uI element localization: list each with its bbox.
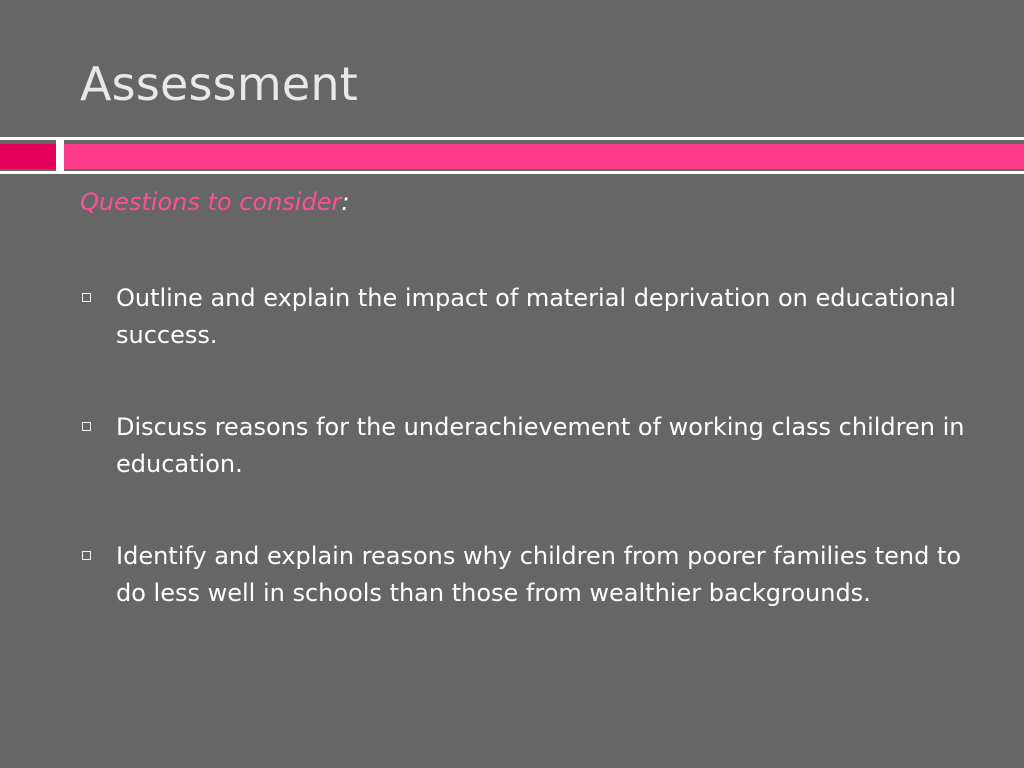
accent-bar-left [0, 144, 56, 169]
subtitle-text: Questions to consider [80, 188, 342, 216]
square-bullet-icon [82, 422, 91, 431]
bullet-text: Identify and explain reasons why children from poorer families tend to do less well in schools than those from wealthier backgrounds. [116, 542, 962, 607]
bullet-list [80, 280, 980, 667]
bullet-text: Outline and explain the impact of material deprivation on educational success. [116, 284, 956, 349]
accent-separator [56, 140, 64, 171]
square-bullet-icon [82, 293, 91, 302]
bullet-item [80, 538, 980, 612]
slide-title: Assessment [80, 57, 358, 111]
square-bullet-icon [82, 551, 91, 560]
bullet-text: Discuss reasons for the underachievement of working class children in education. [116, 413, 965, 478]
bullet-item [80, 409, 980, 483]
subtitle-colon: : [341, 188, 350, 216]
bullet-item [80, 280, 980, 354]
divider-line-bottom [0, 171, 1024, 174]
accent-bar-main [64, 144, 1024, 169]
slide-subtitle [80, 186, 349, 218]
divider-line-top [0, 137, 1024, 140]
